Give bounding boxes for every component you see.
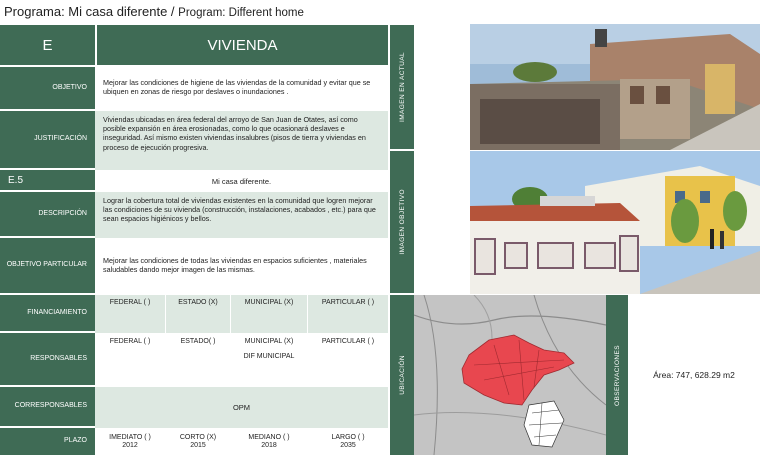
objetivo-label: OBJETIVO: [0, 67, 95, 111]
objetivo-particular-text: Mejorar las condiciones de todas las viviendas en espacios suficientes , materiales saludables dando mejor imagen de las mismas.: [95, 238, 388, 295]
financiamiento-label: FINANCIAMIENTO: [0, 295, 95, 333]
financiamiento-federal: FEDERAL ( ): [109, 299, 151, 306]
plazo-year: 2018: [261, 442, 277, 450]
descripcion-label: DESCRIPCIÓN: [0, 192, 95, 238]
responsables-municipal: MUNICIPAL (X): [244, 338, 294, 345]
financiamiento-row: [95, 295, 388, 333]
current-street-illustration: [470, 24, 760, 150]
responsables-row: [95, 333, 388, 387]
side-imagen-actual: IMAGEN EN ACTUAL: [388, 25, 414, 151]
objetivo-particular-label: OBJETIVO PARTICULAR: [0, 238, 95, 295]
side-observaciones: OBSERVACIONES: [606, 295, 628, 455]
financiamiento-municipal: MUNICIPAL (X): [244, 299, 294, 306]
responsables-particular: PARTICULAR ( ): [321, 338, 375, 345]
plazo-year: 2015: [190, 442, 206, 450]
justificacion-text: Viviendas ubicadas en área federal del arroyo de San Juan de Otates, así como posible expansión en área erosionadas, como lo que ocasionará deslaves e inseguridad. Así mismo existen viviendas insalubres (pisos de tierra y viviendas en proceso de ejecución progresiva.: [95, 111, 388, 170]
corresponsables-label: CORRESPONSABLES: [0, 387, 95, 428]
section-letter: E: [0, 25, 95, 67]
responsables-dif: DIF MUNICIPAL: [243, 353, 295, 360]
plazo-largo: [308, 434, 388, 451]
area-value: Área: 747, 628.29 m2: [653, 370, 735, 380]
title-separator: /: [170, 4, 175, 19]
side-ubicacion: UBICACIÓN: [388, 295, 414, 455]
current-street-photo: [470, 24, 760, 150]
plazo-row: [95, 428, 388, 455]
plazo-corto: [166, 434, 230, 451]
plazo-name: LARGO ( ): [331, 434, 365, 441]
objective-street-render: [470, 151, 760, 294]
plazo-name: CORTO (X): [179, 434, 217, 441]
responsables-federal: FEDERAL ( ): [109, 338, 151, 345]
objetivo-text: Mejorar las condiciones de higiene de las viviendas de la comunidad y evitar que se ubiquen en zonas de riesgo por deslaves o inundaciones .: [95, 67, 388, 111]
title-es: Programa: Mi casa diferente: [4, 4, 168, 19]
location-map: [414, 295, 606, 455]
observations-panel: [628, 295, 760, 455]
responsables-estado: ESTADO( ): [180, 338, 216, 345]
program-code: E.5: [0, 170, 95, 192]
side-imagen-objetivo: IMAGEN OBJETIVO: [388, 151, 414, 295]
financiamiento-estado: ESTADO (X): [178, 299, 218, 306]
financiamiento-particular: PARTICULAR ( ): [321, 299, 375, 306]
title-en: Program: Different home: [178, 7, 304, 19]
descripcion-text: Lograr la cobertura total de viviendas existentes en la comunidad que logren mejorar las condiciones de su vivienda (construcción, instalaciones, acabados , etc.) para que sean espacios higiénicos y bellos.: [95, 192, 388, 238]
plazo-name: MEDIANO ( ): [248, 434, 290, 441]
objective-street-illustration: [470, 151, 760, 294]
plazo-year: 2035: [340, 442, 356, 450]
plazo-year: 2012: [122, 442, 138, 450]
plazo-name: IMEDIATO ( ): [109, 434, 151, 441]
responsables-label: RESPONSABLES: [0, 333, 95, 387]
plazo-label: PLAZO: [0, 428, 95, 455]
program-name: Mi casa diferente.: [95, 170, 388, 192]
justificacion-label: JUSTIFICACIÓN: [0, 111, 95, 170]
corresponsables-value: OPM: [95, 387, 388, 428]
section-heading: VIVIENDA: [95, 25, 388, 67]
plazo-mediano: [231, 434, 307, 451]
page-title: [4, 4, 304, 19]
plazo-inmediato: [95, 434, 165, 451]
location-map-illustration: [414, 295, 606, 455]
